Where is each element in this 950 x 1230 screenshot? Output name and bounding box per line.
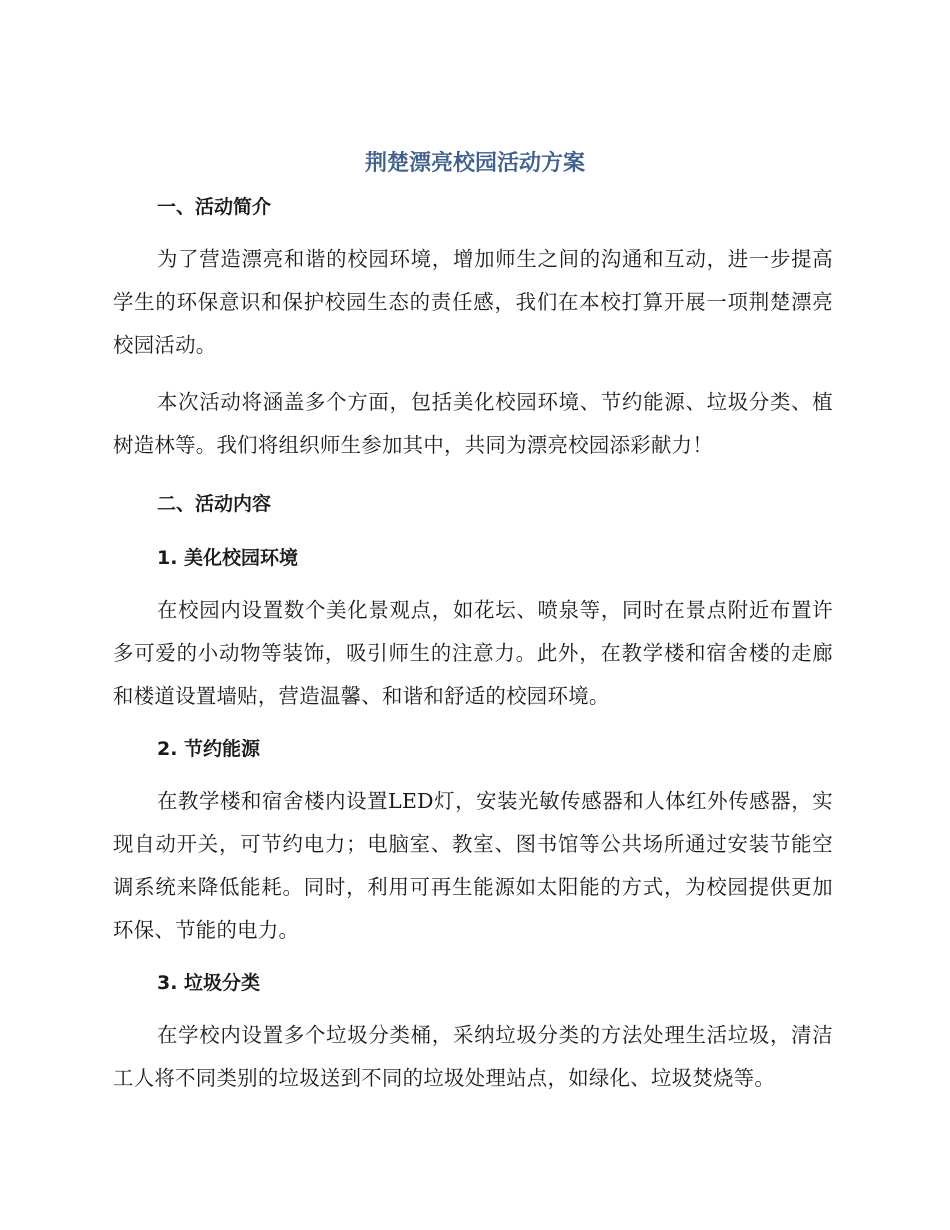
subheading-beautify: 1. 美化校园环境 xyxy=(157,547,299,569)
section-heading-intro: 一、活动简介 xyxy=(157,196,272,218)
subheading-energy: 2. 节约能源 xyxy=(157,738,261,760)
energy-paragraph: 在教学楼和宿舍楼内设置LED灯，安装光敏传感器和人体红外传感器，实现自动开关，可节约电力；电脑室、教室、图书馆等公共场所通过安装节能空调系统来降低能耗。同时，利用可再生能源如太阳能的方式，为校园提供更加环保、节能的电力。 xyxy=(113,789,833,942)
intro-paragraph-2: 本次活动将涵盖多个方面，包括美化校园环境、节约能源、垃圾分类、植树造林等。我们将组织师生参加其中，共同为漂亮校园添彩献力！ xyxy=(113,390,833,457)
document-body xyxy=(113,190,833,1100)
intro-paragraph-1: 为了营造漂亮和谐的校园环境，增加师生之间的沟通和互动，进一步提高学生的环保意识和保护校园生态的责任感，我们在本校打算开展一项荆楚漂亮校园活动。 xyxy=(113,247,833,357)
waste-paragraph: 在学校内设置多个垃圾分类桶，采纳垃圾分类的方法处理生活垃圾，清洁工人将不同类别的垃圾送到不同的垃圾处理站点，如绿化、垃圾焚烧等。 xyxy=(113,1023,833,1090)
page-title: 荆楚漂亮校园活动方案 xyxy=(364,151,585,176)
beautify-paragraph: 在校园内设置数个美化景观点，如花坛、喷泉等，同时在景点附近布置许多可爱的小动物等装饰，吸引师生的注意力。此外，在教学楼和宿舍楼的走廊和楼道设置墙贴，营造温馨、和谐和舒适的校园环境。 xyxy=(113,598,833,708)
section-heading-content: 二、活动内容 xyxy=(157,493,272,515)
subheading-waste: 3. 垃圾分类 xyxy=(157,972,261,994)
